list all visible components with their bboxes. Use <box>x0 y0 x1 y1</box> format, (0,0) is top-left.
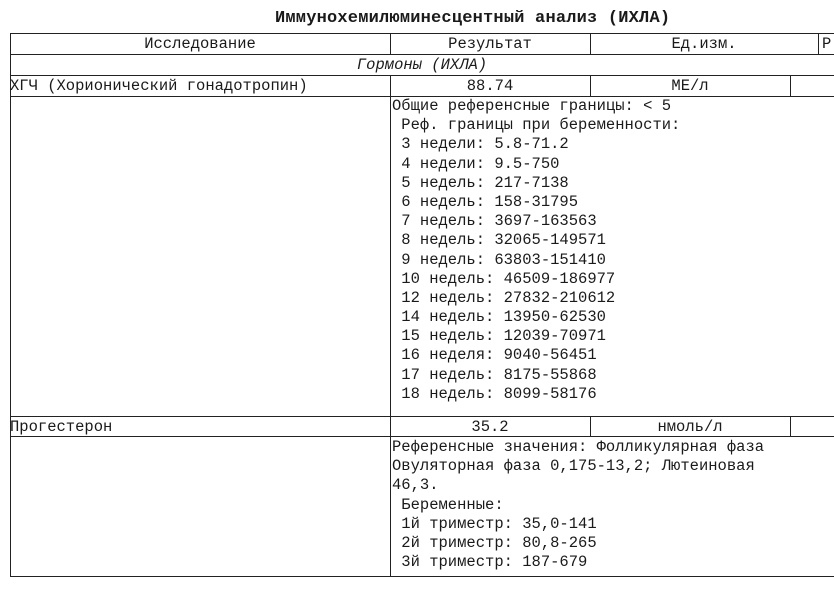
reference-line: 5 недель: 217-7138 <box>392 173 569 192</box>
header-reference-partial: Р <box>822 35 832 53</box>
header-result: Результат <box>448 35 532 53</box>
reference-line: 8 недель: 32065-149571 <box>392 231 606 250</box>
reference-line: 17 недель: 8175-55868 <box>392 365 597 384</box>
reference-line: 15 недель: 12039-70971 <box>392 327 606 346</box>
row-progesterone-reference <box>392 438 834 572</box>
reference-line: 3й триместр: 187-679 <box>392 553 588 572</box>
reference-line: 4 недели: 9.5-750 <box>392 154 560 173</box>
reference-line: 2й триместр: 80,8-265 <box>392 533 597 552</box>
row-progesterone-unit: нмоль/л <box>657 418 723 436</box>
row-hcg-result: 88.74 <box>466 77 514 95</box>
reference-line: Беременные: <box>392 495 504 514</box>
row-hcg-unit: МЕ/л <box>671 77 709 95</box>
reference-line: 10 недель: 46509-186977 <box>392 269 616 288</box>
header-unit: Ед.изм. <box>671 35 737 53</box>
reference-line: 18 недель: 8099-58176 <box>392 384 597 403</box>
row-hcg-reference <box>392 97 834 404</box>
reference-line: 3 недели: 5.8-71.2 <box>392 135 569 154</box>
reference-line: 12 недель: 27832-210612 <box>392 288 616 307</box>
reference-line: Овуляторная фаза 0,175-13,2; Лютеиновая <box>392 457 755 476</box>
reference-line: Референсные значения: Фолликулярная фаза <box>392 438 765 456</box>
reference-line: 1й триместр: 35,0-141 <box>392 514 597 533</box>
reference-line: 6 недель: 158-31795 <box>392 192 579 211</box>
row-progesterone-result: 35.2 <box>471 418 509 436</box>
reference-line: Общие референсные границы: < 5 <box>392 97 672 115</box>
reference-line: 9 недель: 63803-151410 <box>392 250 606 269</box>
reference-line: 16 неделя: 9040-56451 <box>392 346 597 365</box>
reference-line: 46,3. <box>392 476 439 495</box>
reference-line: Реф. границы при беременности: <box>392 116 681 135</box>
header-study: Исследование <box>144 35 256 53</box>
row-progesterone-name: Прогестерон <box>10 418 113 436</box>
report-title: Иммунохемилюминесцентный анализ (ИХЛА) <box>275 9 671 28</box>
section-title: Гормоны (ИХЛА) <box>356 56 488 74</box>
reference-line: 7 недель: 3697-163563 <box>392 212 597 231</box>
row-hcg-name: ХГЧ (Хорионический гонадотропин) <box>10 77 308 95</box>
reference-line: 14 недель: 13950-62530 <box>392 308 606 327</box>
